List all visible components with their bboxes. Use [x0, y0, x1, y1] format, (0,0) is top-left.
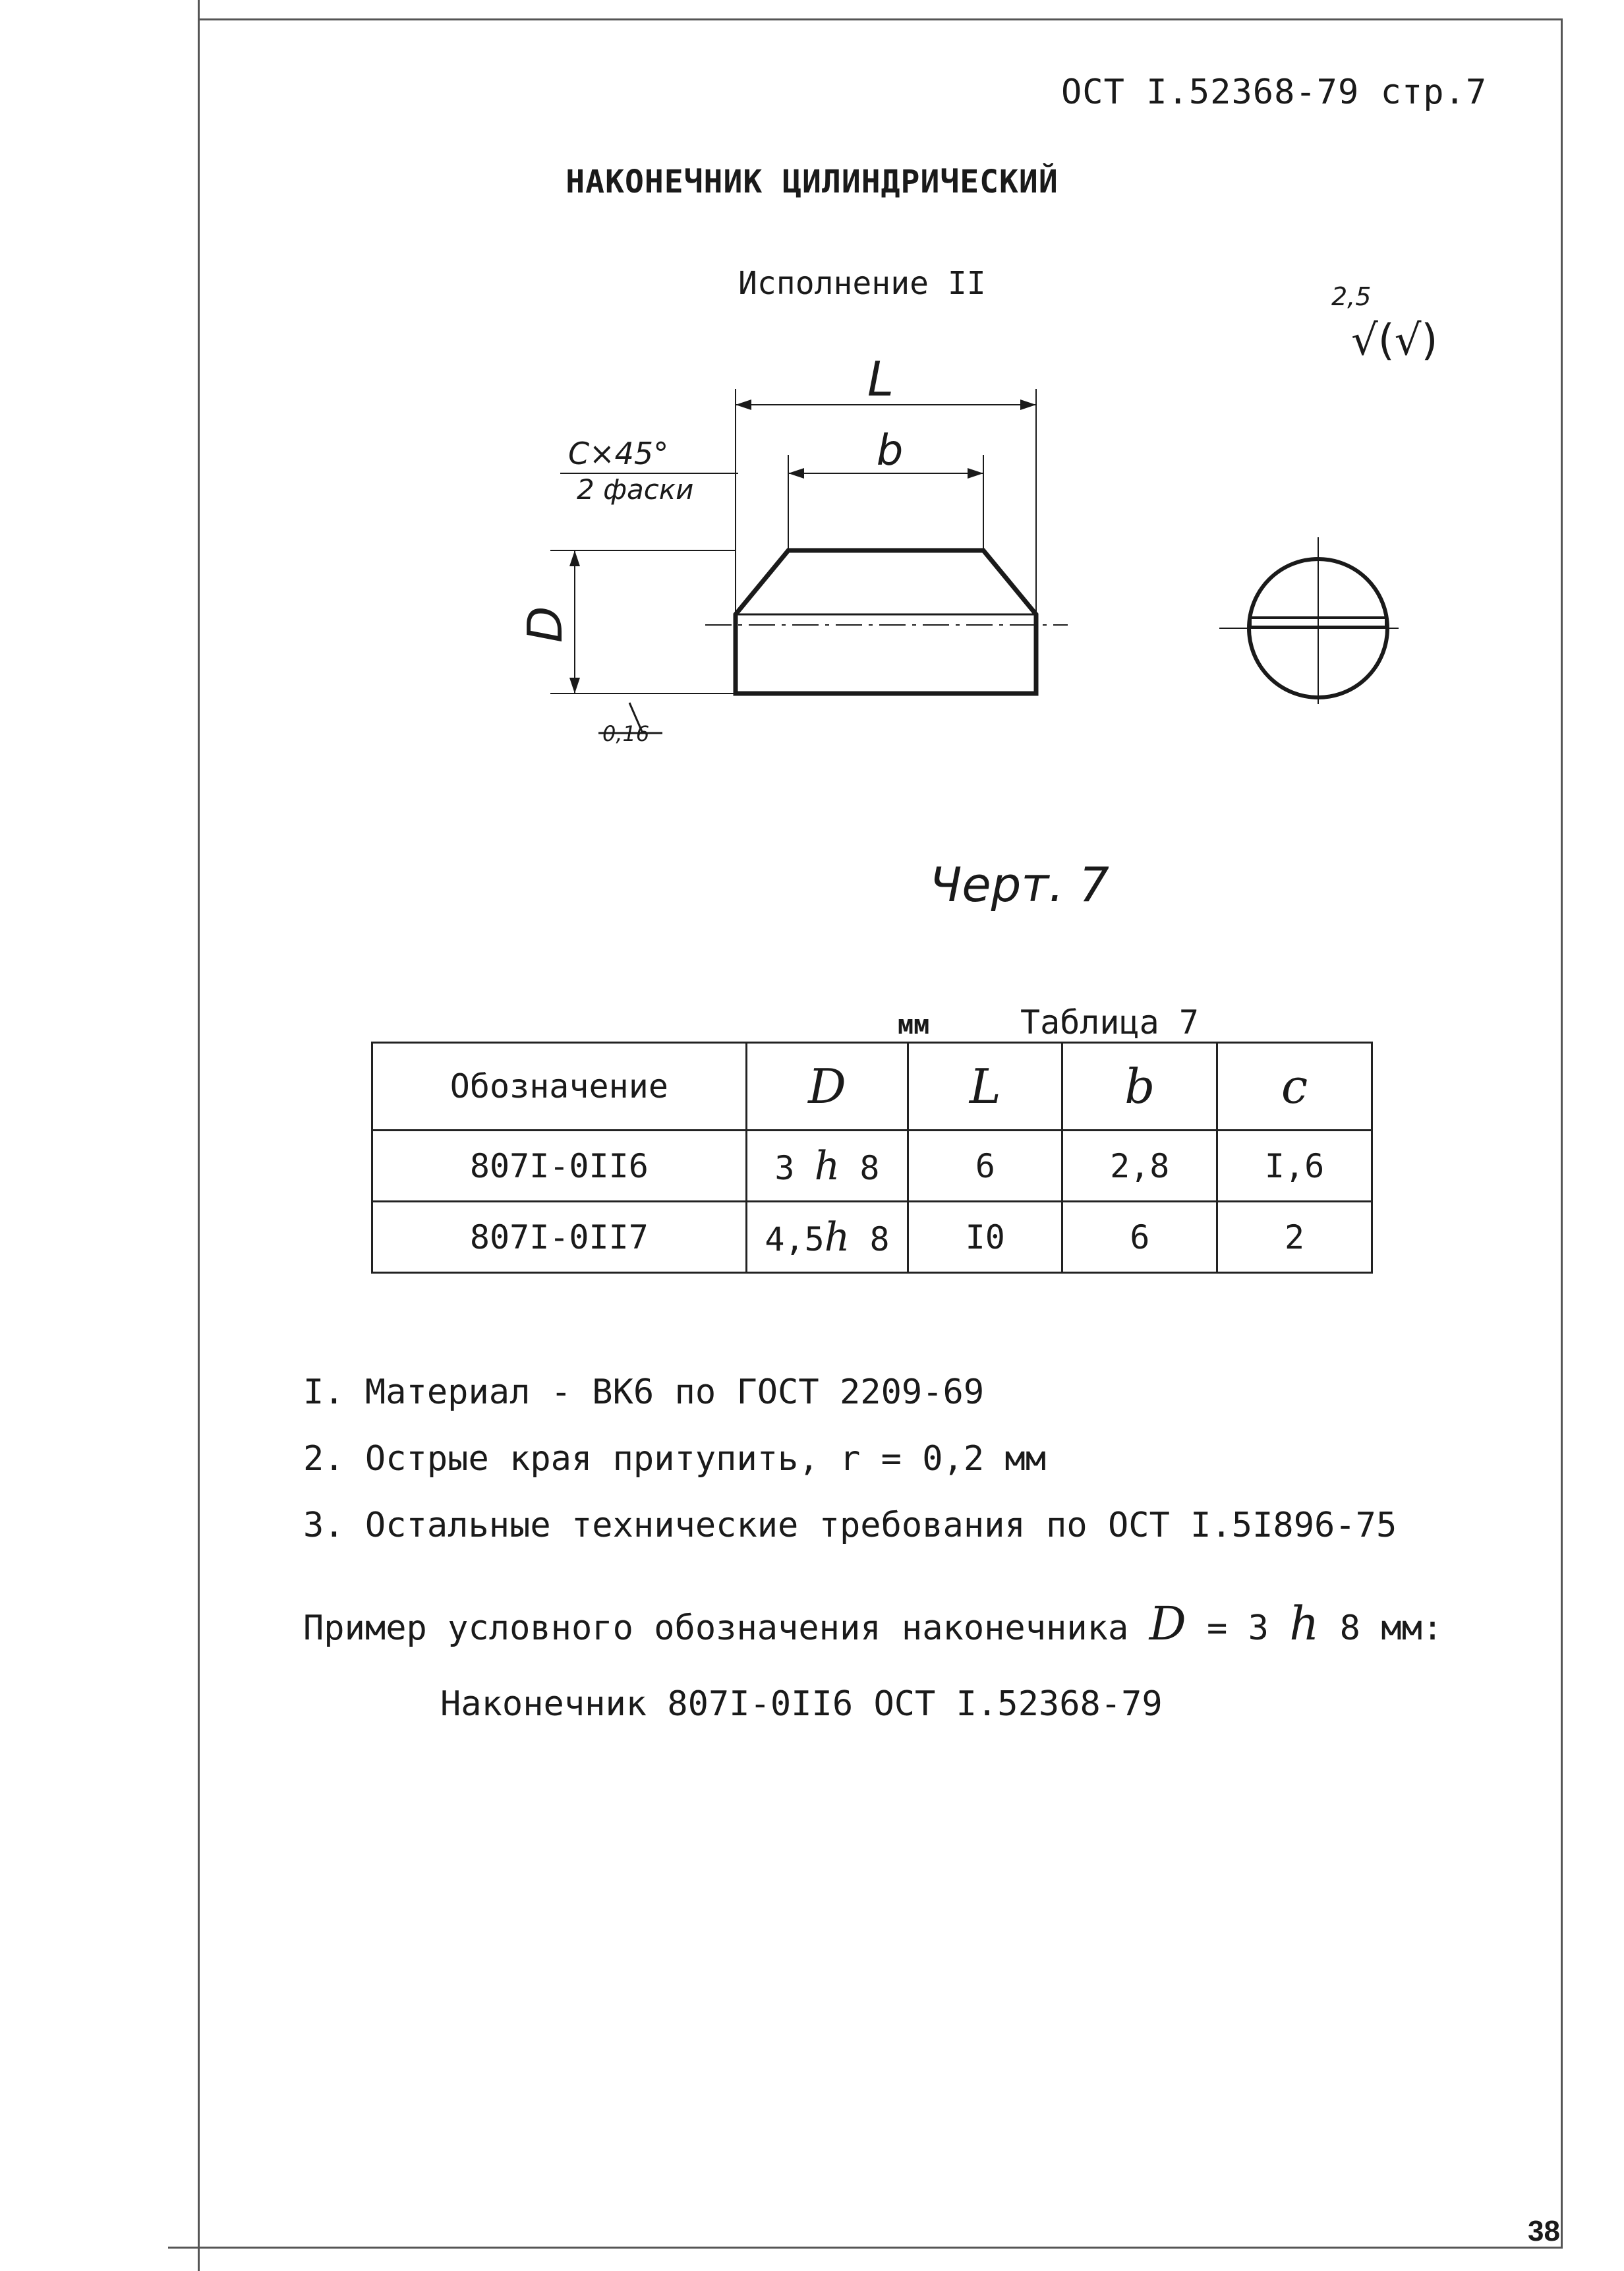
note-material: I. Материал - ВК6 по ГОСТ 2209-69: [303, 1372, 985, 1412]
roughness-symbol-icon: √(√): [1351, 316, 1438, 365]
designation-example-value: Наконечник 807I-0II6 ОСТ I.52368-79: [440, 1684, 1163, 1724]
cell-b: 6: [1062, 1202, 1217, 1273]
cell-L: I0: [908, 1202, 1062, 1273]
cell-D: 4,5h 8: [746, 1202, 908, 1273]
dimensions-table: [371, 1042, 1373, 1274]
page-title: НАКОНЕЧНИК ЦИЛИНДРИЧЕСКИЙ: [566, 163, 1058, 200]
table-caption: Таблица 7: [1020, 1003, 1199, 1042]
document-reference: ОСТ I.52368-79 стр.7: [1061, 73, 1488, 112]
cell-D: 3 h 8: [746, 1131, 908, 1202]
cell-L: 6: [908, 1131, 1062, 1202]
surface-mark-value: 0,16: [602, 721, 650, 746]
table-units: мм: [898, 1010, 930, 1040]
table-header-row: [372, 1043, 1372, 1131]
chamfer-count-label: 2 фаски: [577, 473, 694, 506]
dim-label-D: D: [517, 606, 573, 643]
header-b: b: [1062, 1043, 1217, 1131]
note-requirements: 3. Остальные технические требования по ОСТ I.5I896-75: [303, 1506, 1397, 1545]
cell-b: 2,8: [1062, 1131, 1217, 1202]
cell-designation: 807I-0II7: [372, 1202, 747, 1273]
table-row: [372, 1202, 1372, 1273]
roughness-value: 2,5: [1331, 282, 1372, 311]
drawing-number: Черт. 7: [929, 857, 1109, 912]
dim-label-b: b: [876, 427, 904, 475]
cell-c: I,6: [1217, 1131, 1372, 1202]
cell-designation: 807I-0II6: [372, 1131, 747, 1202]
header-L: L: [908, 1043, 1062, 1131]
chamfer-label: C×45°: [568, 436, 669, 471]
header-designation: Обозначение: [372, 1043, 747, 1131]
technical-drawing: [0, 0, 1624, 791]
note-edges: 2. Острые края притупить, r = 0,2 мм: [303, 1439, 1047, 1479]
designation-example: Пример условного обозначения наконечника D = 3 h 8 мм:: [303, 1597, 1443, 1651]
header-D: D: [746, 1043, 908, 1131]
part-outline: [736, 550, 1036, 693]
table-row: [372, 1131, 1372, 1202]
page-number: 38: [1528, 2215, 1560, 2247]
cell-c: 2: [1217, 1202, 1372, 1273]
variant-subtitle: Исполнение II: [738, 265, 986, 302]
dim-label-L: L: [867, 351, 894, 407]
header-c: c: [1217, 1043, 1372, 1131]
frame-bottom-border: [168, 2247, 1563, 2249]
